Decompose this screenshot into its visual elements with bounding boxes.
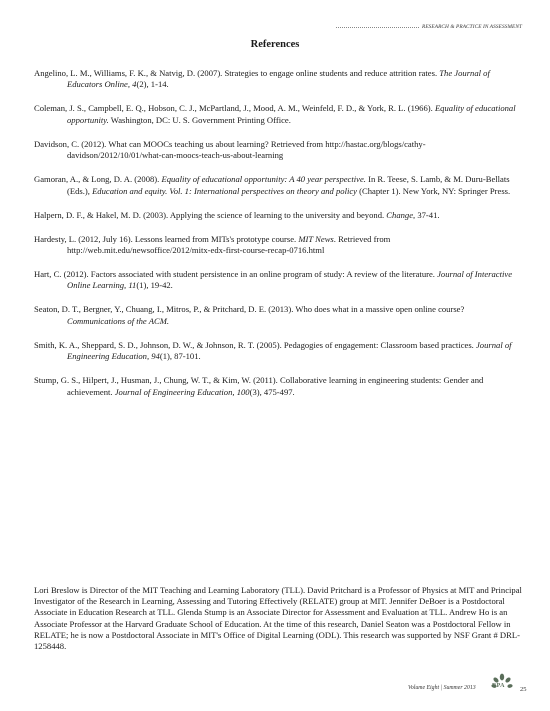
footer-separator: | [439, 685, 444, 691]
reference-text-segment: Hardesty, L. (2012, July 16). Lessons learned from MITs's prototype course. [34, 233, 299, 244]
footer-issue [408, 685, 476, 691]
reference-text-segment: Seaton, D. T., Bergner, Y., Chuang, I., Mitros, P., & Pritchard, D. E. (2013). Who does what in a massive open online course? [34, 304, 465, 315]
footer-volume: Volume Eight [408, 685, 440, 691]
reference-entry [34, 375, 520, 398]
reference-italic-segment: Education and equity. Vol. 1: International perspectives on theory and policy [92, 185, 357, 196]
reference-italic-segment: The Journal of Educators Online, 4 [67, 68, 490, 90]
reference-entry [34, 210, 520, 221]
reference-italic-segment: Journal of Engineering Education, 94 [67, 339, 512, 362]
reference-text-segment: Davidson, C. (2012). What can MOOCs teaching us about learning? Retrieved from http://hastac.org/blogs/cathy-davidson/2012/10/01/what-can-moocs-teach-us-about-learning [34, 138, 426, 161]
reference-entry [34, 304, 520, 327]
running-head-rule [336, 27, 419, 28]
reference-text-segment: , 37-41. [413, 209, 440, 220]
reference-text-segment: Halpern, D. F., & Hakel, M. D. (2003). Applying the science of learning to the university and beyond. [34, 209, 387, 220]
reference-text-segment: . Retrieved from http://web.mit.edu/newsoffice/2012/mitx-edx-first-course-recap-0716.html [67, 233, 391, 256]
reference-text-segment: Stump, G. S., Hilpert, J., Husman, J., Chung, W. T., & Kim, W. (2011). Collaborative learning in engineering students: Gender and achievement. [34, 375, 484, 397]
reference-italic-segment: Change [386, 209, 414, 220]
reference-entry [34, 68, 520, 91]
running-head-text: RESEARCH & PRACTICE IN ASSESSMENT [421, 24, 522, 30]
reference-text-segment: In R. Teese, S. Lamb, & M. Duru-Bellats (Eds.), [67, 174, 510, 196]
reference-entry [34, 174, 520, 197]
reference-text-segment: Hart, C. (2012). Factors associated with student persistence in an online program of study: A review of the literature. [34, 269, 438, 280]
reference-entry [34, 139, 520, 162]
footer-season: Summer 2013 [443, 685, 476, 691]
reference-text-segment: (2), 1-14. [136, 79, 169, 90]
reference-entry [34, 269, 520, 292]
reference-text-segment: (3), 475-497. [249, 386, 295, 397]
reference-italic-segment: Equality of educational opportunity: A 40 year perspective. [161, 174, 366, 185]
reference-text-segment: Smith, K. A., Sheppard, S. D., Johnson, D. W., & Johnson, R. T. (2005). Pedagogies of engagement: Classroom based practices. [34, 339, 476, 350]
reference-text-segment: (1), 19-42. [136, 280, 173, 291]
reference-italic-segment: Equality of educational opportunity. [67, 103, 516, 125]
reference-text-segment: (Chapter 1). New York, NY: Springer Press. [356, 185, 511, 196]
reference-entry [34, 234, 520, 257]
reference-italic-segment: Journal of Interactive Online Learning, 11 [67, 269, 513, 291]
reference-list [34, 68, 520, 411]
author-bio: Lori Breslow is Director of the MIT Teaching and Learning Laboratory (TLL). David Pritchard is a Professor of Physics at MIT and Principal Investigator of the Research in Learning, Assessing and Tutoring Effectively (RELATE) group at MIT. Jennifer DeBoer is a Postdoctoral Associate in Education Research at TLL. Glenda Stump is an Associate Director for Assessment and Evaluation at TLL. Andrew Ho is an Associate Professor at the Harvard Graduate School of Education. At the time of this research, Daniel Seaton was a Postdoctoral Fellow in RELATE; he is now a Postdoctoral Associate in MIT's Office of Digital Learning (ODL). This research was supported by NSF Grant # DRL-1258448. [34, 585, 522, 652]
reference-text-segment: (1), 87-101. [159, 351, 201, 362]
reference-text-segment: Washington, DC: U. S. Government Printing Office. [108, 114, 291, 125]
reference-italic-segment: Journal of Engineering Education, 100 [114, 386, 250, 397]
reference-text-segment: Coleman, J. S., Campbell, E. Q., Hobson, C. J., McPartland, J., Mood, A. M., Weinfeld, F. D., & York, R. L. (1966). [34, 103, 435, 114]
reference-entry [34, 340, 520, 363]
page-title: References [250, 39, 300, 50]
reference-entry [34, 103, 520, 126]
reference-text-segment: Angelino, L. M., Williams, F. K., & Natvig, D. (2007). Strategies to engage online students and reduce attrition rates. [34, 68, 440, 78]
reference-italic-segment: MIT News [298, 233, 334, 244]
page-number: 25 [520, 686, 527, 693]
running-head [336, 24, 522, 30]
reference-italic-segment: Communications of the ACM. [67, 315, 170, 326]
rpa-logo-text: RPA [492, 683, 505, 689]
reference-text-segment: Gamoran, A., & Long, D. A. (2008). [34, 174, 162, 185]
